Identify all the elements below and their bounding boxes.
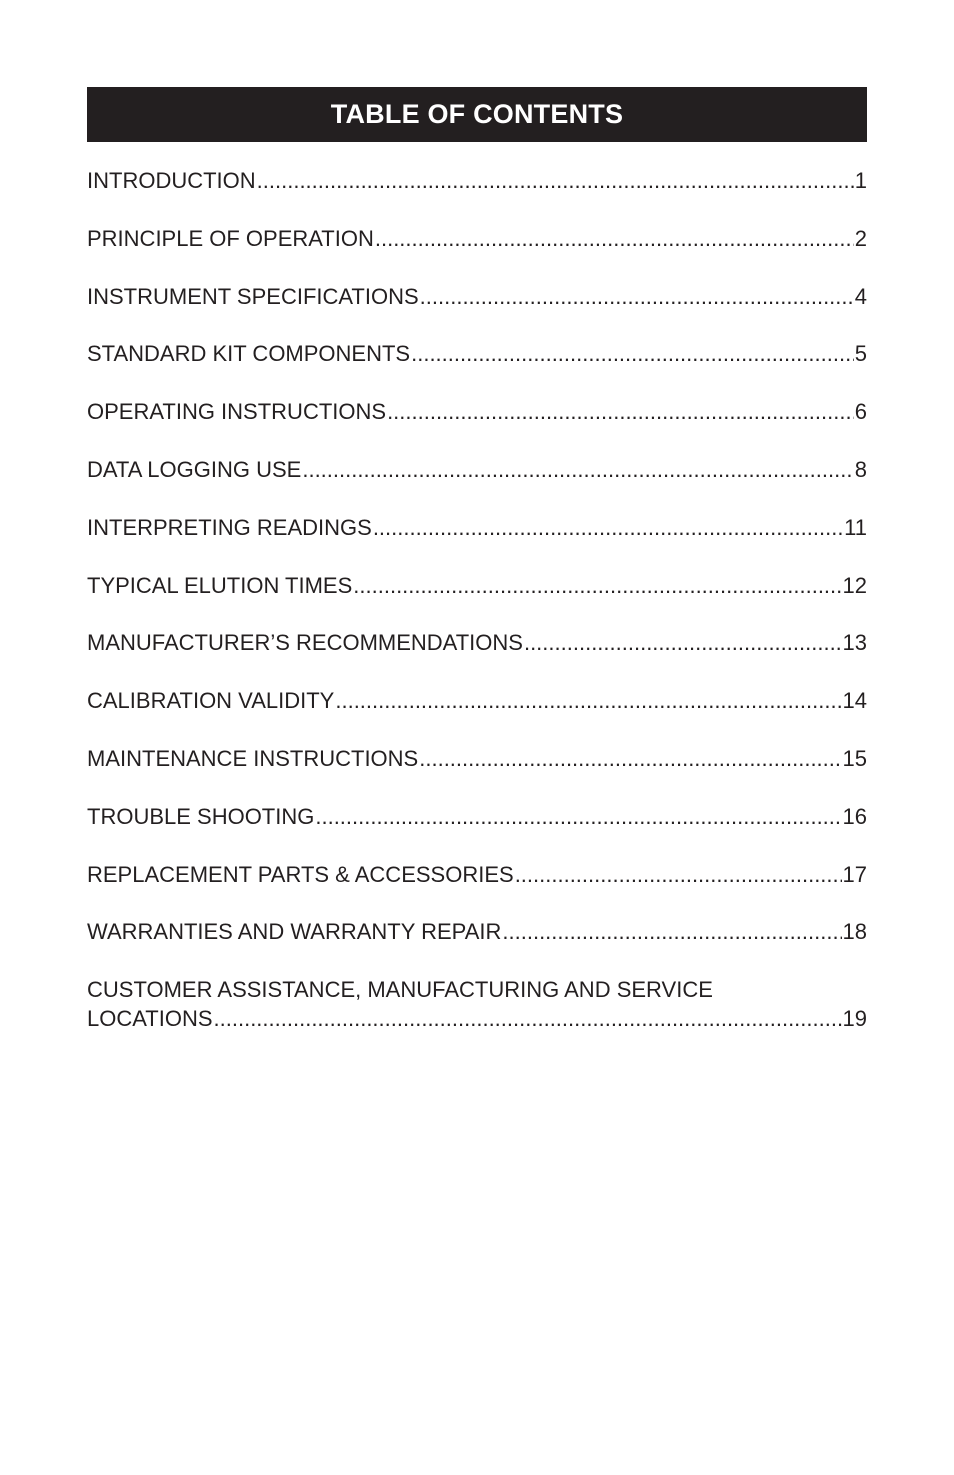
toc-entry-page: 1 <box>854 168 867 193</box>
toc-entry-label: CALIBRATION VALIDITY <box>87 688 335 714</box>
toc-leader-dots <box>373 509 843 547</box>
toc-entry-label: OPERATING INSTRUCTIONS <box>87 399 387 425</box>
toc-leader-dots <box>419 740 841 778</box>
toc-leader-dots <box>375 220 854 258</box>
toc-entry-label-line1: CUSTOMER ASSISTANCE, MANUFACTURING AND SERVICE <box>87 977 713 1003</box>
toc-leader-dots <box>335 682 841 720</box>
toc-entry-replacement-parts[interactable] <box>87 856 867 914</box>
toc-entry-page: 17 <box>842 861 867 887</box>
toc-entry-data-logging-use[interactable] <box>87 451 867 509</box>
toc-entry-label: WARRANTIES AND WARRANTY REPAIR <box>87 919 502 945</box>
toc-entry-maintenance-instructions[interactable] <box>87 740 867 798</box>
toc-entry-calibration-validity[interactable] <box>87 682 867 740</box>
toc-leader-dots <box>524 624 842 662</box>
toc-entry-page: 18 <box>842 919 867 945</box>
toc-entry-instrument-specifications[interactable] <box>87 278 867 336</box>
toc-entry-page: 13 <box>842 630 867 656</box>
toc-leader-dots <box>214 1004 842 1033</box>
toc-entry-standard-kit-components[interactable] <box>87 335 867 393</box>
toc-leader-dots <box>515 856 842 894</box>
toc-leader-dots <box>353 567 841 605</box>
toc-entry-label: INSTRUMENT SPECIFICATIONS <box>87 283 419 309</box>
toc-leader-dots <box>302 451 853 489</box>
toc-entry-manufacturers-recommendations[interactable] <box>87 624 867 682</box>
toc-entry-label: PRINCIPLE OF OPERATION <box>87 225 374 251</box>
toc-leader-dots <box>411 335 854 373</box>
toc-entry-label: REPLACEMENT PARTS & ACCESSORIES <box>87 861 514 887</box>
toc-entry-page: 15 <box>842 745 867 771</box>
page-title: TABLE OF CONTENTS <box>330 99 624 129</box>
toc-leader-dots <box>420 278 854 316</box>
toc-entry-label: TROUBLE SHOOTING <box>87 803 315 829</box>
toc-entry-page: 12 <box>842 572 867 598</box>
toc-entry-operating-instructions[interactable] <box>87 393 867 451</box>
toc-entry-page: 8 <box>854 456 867 482</box>
toc-entry-page: 11 <box>844 514 867 540</box>
toc-entry-page: 5 <box>854 341 867 367</box>
toc-entry-label: STANDARD KIT COMPONENTS <box>87 341 411 367</box>
toc-entry-label: DATA LOGGING USE <box>87 456 302 482</box>
toc-entry-label: INTERPRETING READINGS <box>87 514 372 540</box>
toc-entry-page: 4 <box>854 283 867 309</box>
toc-entry-principle-of-operation[interactable] <box>87 220 867 278</box>
toc-entry-page: 14 <box>842 688 867 714</box>
toc-leader-dots <box>502 913 841 951</box>
toc-entry-introduction[interactable] <box>87 162 867 220</box>
toc-leader-dots <box>257 162 854 200</box>
toc-entry-interpreting-readings[interactable] <box>87 509 867 567</box>
toc-leader-dots <box>387 393 854 431</box>
toc-header-bar <box>87 87 867 142</box>
toc-entry-label: MAINTENANCE INSTRUCTIONS <box>87 745 419 771</box>
toc-entry-label: TYPICAL ELUTION TIMES <box>87 572 353 598</box>
toc-entry-label: MANUFACTURER’S RECOMMENDATIONS <box>87 630 523 656</box>
toc-entry-customer-assistance[interactable] <box>87 971 867 1033</box>
toc-entry-page: 2 <box>854 225 867 251</box>
toc-leader-dots <box>315 798 841 836</box>
toc-entry-label: INTRODUCTION <box>87 168 256 193</box>
toc-entry-page: 19 <box>842 1006 867 1032</box>
table-of-contents <box>87 162 867 1033</box>
toc-entry-label-line2: LOCATIONS <box>87 1006 213 1032</box>
toc-entry-trouble-shooting[interactable] <box>87 798 867 856</box>
toc-entry-page: 6 <box>854 399 867 425</box>
toc-entry-label-line2-row <box>87 1004 867 1033</box>
toc-entry-page: 16 <box>842 803 867 829</box>
toc-entry-warranties[interactable] <box>87 913 867 971</box>
toc-entry-typical-elution-times[interactable] <box>87 567 867 625</box>
